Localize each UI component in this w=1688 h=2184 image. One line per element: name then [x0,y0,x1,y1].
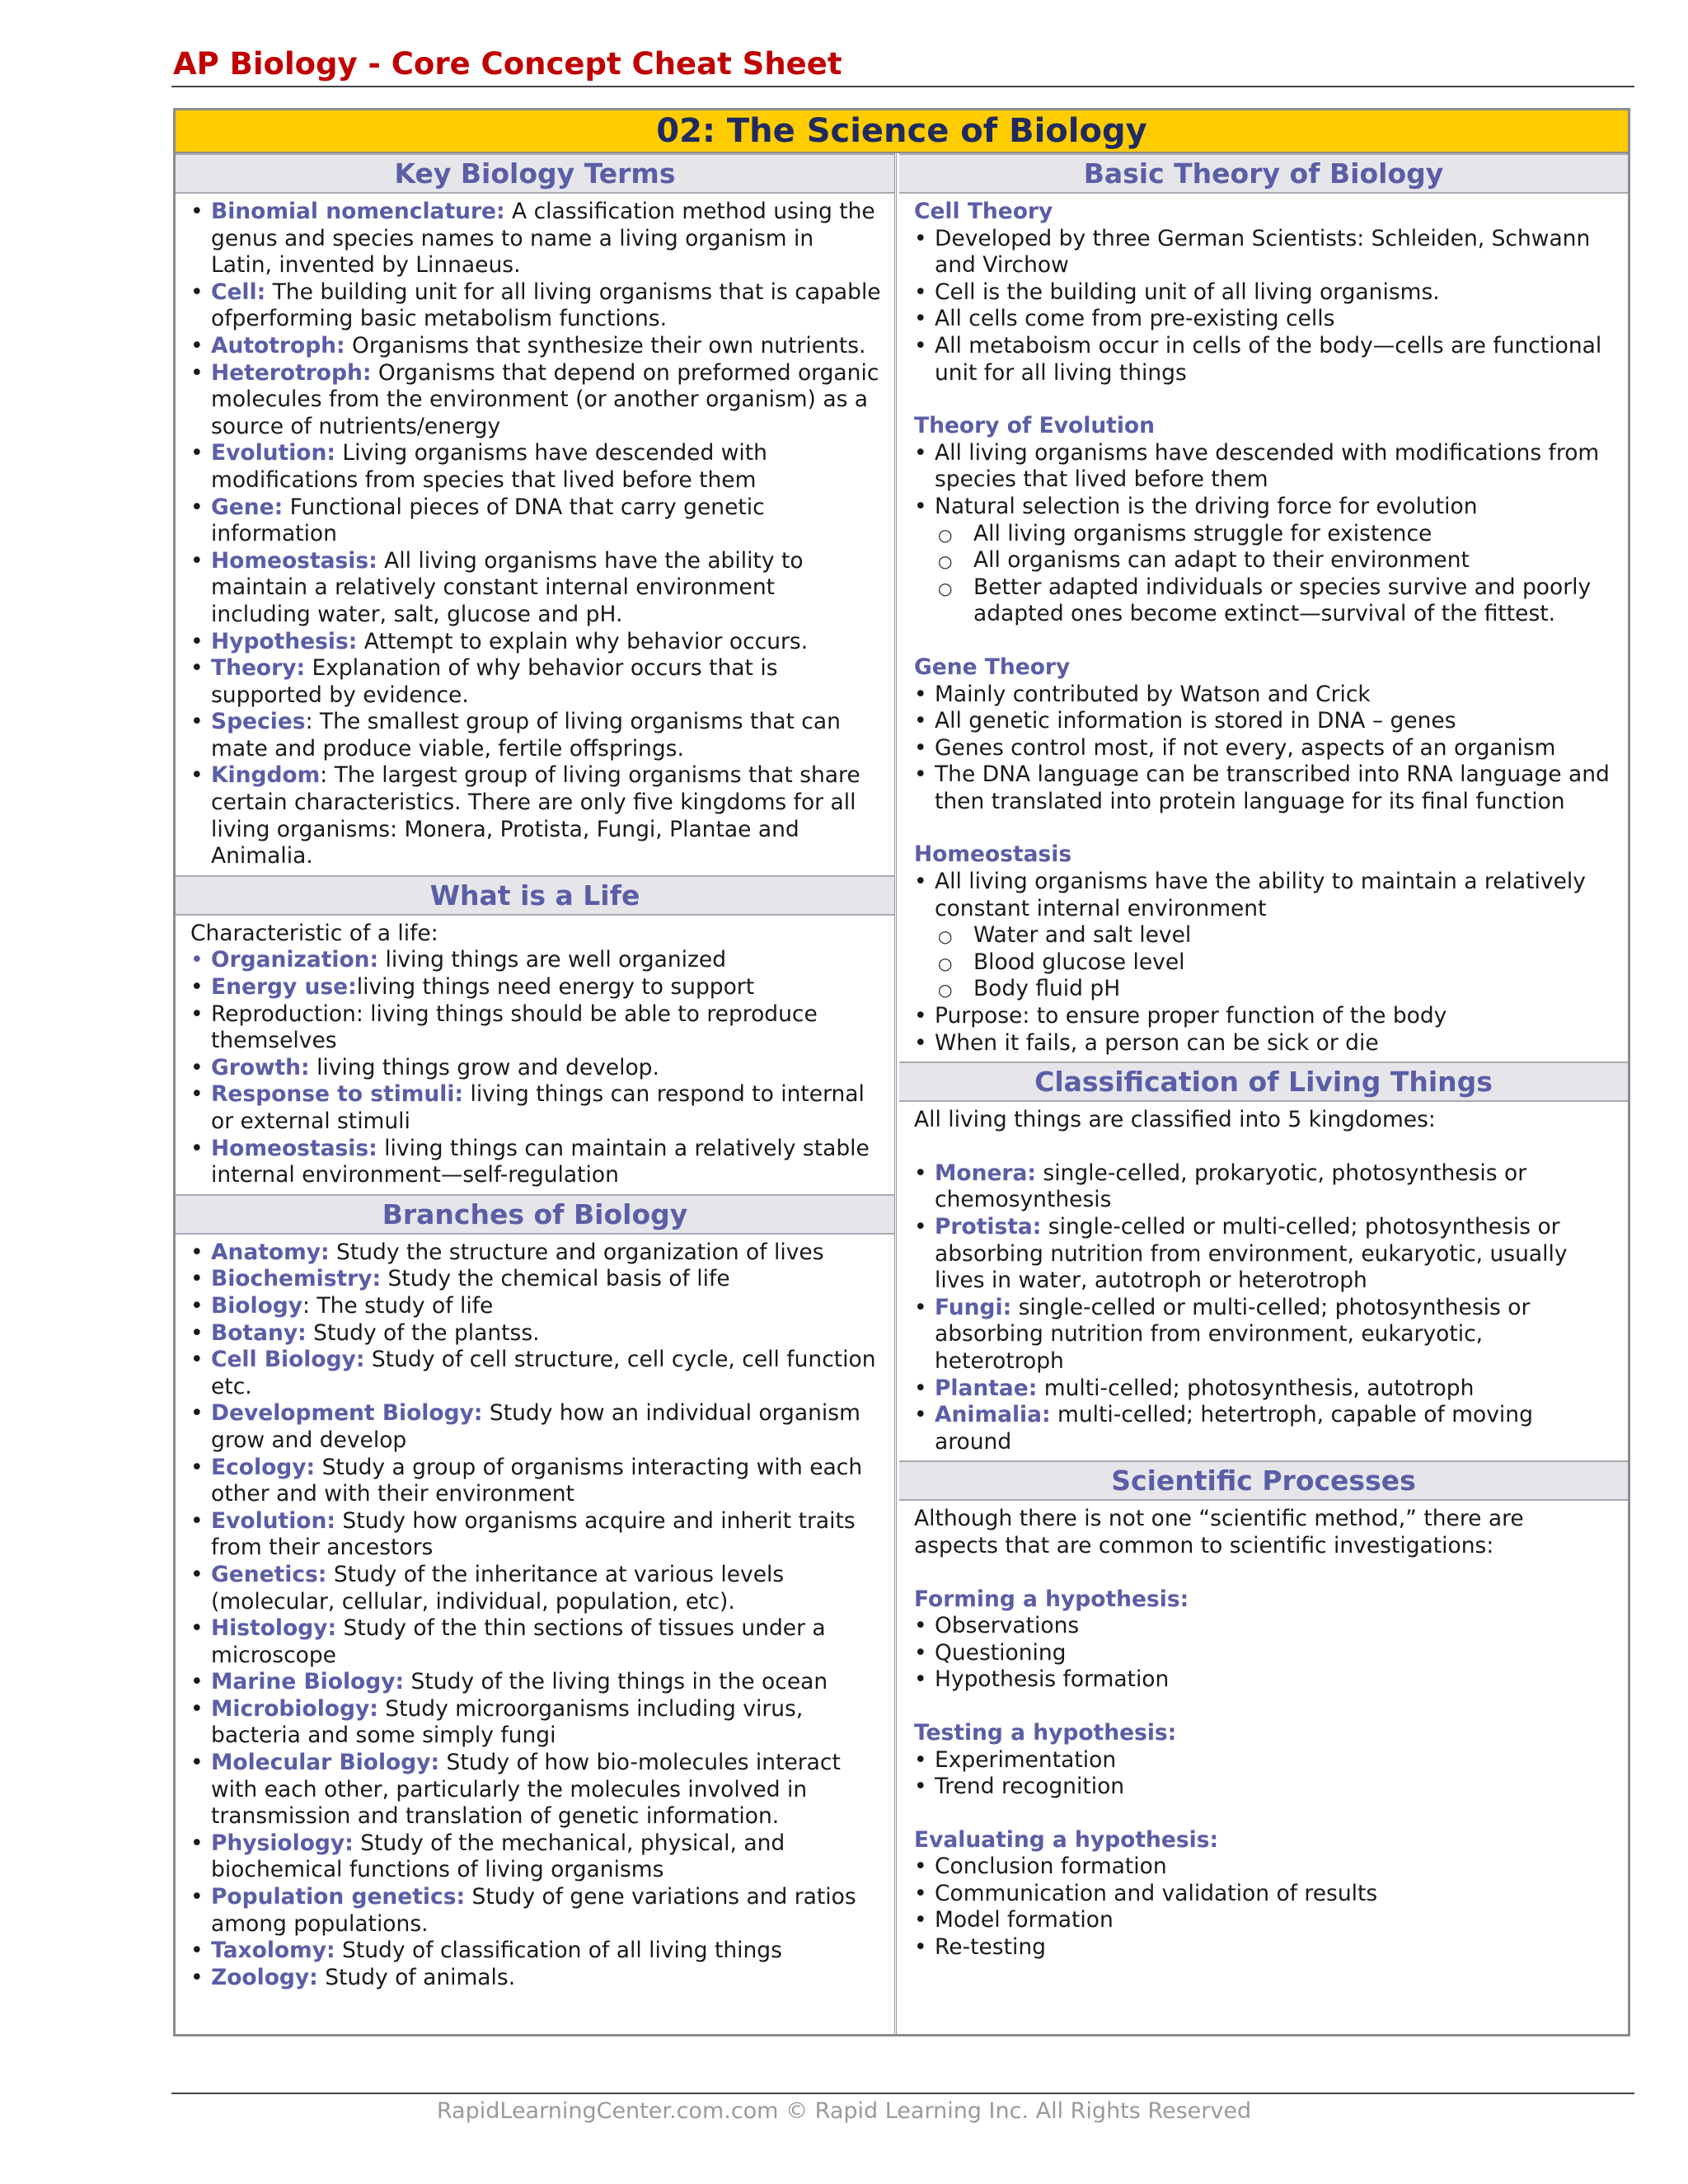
term-label: Theory: [211,655,306,682]
term-definition: Study of how bio-molecules interact with each other, particularly the molecules involved in transmission and translation of genetic information. [211,1750,841,1830]
term-definition: Study a group of organisms interacting with each other and with their environment [211,1454,863,1507]
list-item: • All genetic information is stored in DNA – genes [914,708,1615,735]
term-definition: : The smallest group of living organisms that can mate and produce viable, fertile offsprings. [211,709,841,762]
term-label: Physiology: [211,1830,354,1856]
term-definition: living things are well organized [378,947,727,973]
process-subheading: Forming a hypothesis: [914,1586,1189,1612]
term-label: Animalia: [935,1402,1051,1428]
life-intro: Characteristic of a life: [190,920,438,946]
list-item: • All living organisms have the ability to maintain a relatively constant internal environment [914,869,1615,922]
term-definition: Study microorganisms including virus, bacteria and some simply fungi [211,1695,804,1749]
term-definition: A classification method using the genus and species names to name a living organism in Latin, invented by Linnaeus. [211,199,875,279]
term-label: Energy use: [211,974,357,1001]
branches-list [190,1240,881,1992]
list-item: • Model formation [914,1907,1615,1934]
list-item [914,1214,1615,1295]
list-item: • Cell is the building unit of all living organisms. [914,279,1615,307]
chapter-banner: 02: The Science of Biology [176,110,1628,153]
list-item [190,440,881,494]
classification-body [899,1102,1628,1460]
term-definition: single-celled or multi-celled; photosynthesis or absorbing nutrition from environment, eukaryotic, heterotroph [935,1294,1531,1374]
process-list [914,1854,1615,1961]
term-definition: Study of animals. [317,1964,516,1990]
term-label: Plantae: [935,1375,1038,1401]
term-definition: Study of classification of all living things [335,1938,782,1964]
term-definition: Living organisms have descended with modifications from species that lived before them [211,440,767,493]
term-label: Homeostasis: [211,547,377,574]
footer-copyright: RapidLearningCenter.com.com © Rapid Learning Inc. All Rights Reserved [436,2098,1252,2124]
list-item: • Questioning [914,1640,1615,1667]
classification-list [914,1160,1615,1456]
term-definition: Explanation of why behavior occurs that is supported by evidence. [211,655,778,708]
list-item [190,1266,881,1293]
list-item [190,1562,881,1615]
term-label: Taxolomy: [211,1938,335,1964]
list-item: • The DNA language can be transcribed into RNA language and then translated into protein language for its final function [914,762,1615,815]
term-definition: Study of gene variations and ratios among populations. [211,1884,856,1937]
list-item: • All living organisms have descended with modifications from species that lived before them [914,440,1615,494]
process-subheading: Evaluating a hypothesis: [914,1826,1219,1853]
processes-intro: Although there is not one “scientific method,” there are aspects that are common to scientific investigations: [914,1506,1524,1558]
term-label: Species [211,709,306,735]
key-terms-body [176,194,894,875]
list-item: • Communication and validation of results [914,1881,1615,1908]
process-list [914,1613,1615,1694]
term-label: Biochemistry: [211,1266,382,1292]
term-label: Microbiology: [211,1695,378,1722]
term-definition: Reproduction: living things should be able to reproduce themselves [211,1001,818,1054]
sub-list [914,922,1615,1003]
list-item [190,1669,881,1696]
branches-body [176,1235,894,1997]
list-item: • Trend recognition [914,1774,1615,1801]
term-label: Protista: [935,1214,1042,1240]
sub-list-item: ○ Water and salt level [935,922,1615,949]
term-label: Monera: [935,1160,1036,1186]
list-item [914,1376,1615,1403]
list-item [190,762,881,869]
list-item: • Hypothesis formation [914,1666,1615,1694]
list-item [190,1001,881,1055]
term-label: Population genetics: [211,1884,466,1910]
list-item [190,709,881,762]
term-label: Heterotroph: [211,359,372,386]
sub-list-item: ○ Better adapted individuals or species survive and poorly adapted ones become extinct—survival of the fittest. [935,574,1615,628]
term-label: Autotroph: [211,332,345,359]
sub-list [914,521,1615,628]
list-item [190,947,881,974]
term-definition: Study how organisms acquire and inherit traits from their ancestors [211,1507,856,1561]
list-item [190,1508,881,1562]
list-item: • Developed by three German Scientists: Schleiden, Schwann and Virchow [914,226,1615,279]
term-label: Cell Biology: [211,1347,365,1373]
list-item [190,1055,881,1082]
term-definition: single-celled or multi-celled; photosynthesis or absorbing nutrition from environment, eukaryotic, usually lives in water, autotroph or heterotroph [935,1214,1568,1294]
sub-list-item: ○ Blood glucose level [935,949,1615,977]
list-item [190,655,881,709]
term-label: Histology: [211,1615,337,1642]
sub-list-item: ○ All living organisms struggle for existence [935,521,1615,548]
term-label: Cell: [211,279,266,305]
list-item [914,1295,1615,1376]
term-label: Homeostasis: [211,1135,377,1161]
list-item [190,1240,881,1267]
section-heading-theory: Basic Theory of Biology [899,153,1628,194]
term-definition: All living organisms have the ability to maintain a relatively constant internal environment including water, salt, glucose and pH. [211,547,804,627]
list-item: • Natural selection is the driving force for evolution [914,494,1615,521]
theory-subheading: Cell Theory [914,199,1053,224]
term-definition: Study the chemical basis of life [381,1266,730,1292]
list-item: • Conclusion formation [914,1854,1615,1881]
term-label: Organization: [211,947,379,973]
term-label: Hypothesis: [211,628,358,654]
term-label: Genetics: [211,1561,327,1587]
term-definition: Organisms that depend on preformed organic molecules from the environment (or another organism) as a source of nutrients/energy [211,359,879,439]
key-terms-list [190,199,881,870]
term-label: Gene: [211,494,284,520]
term-definition: living things grow and develop. [309,1054,659,1080]
processes-body [899,1501,1628,1966]
list-item [190,360,881,441]
list-item [190,279,881,333]
term-definition: living things need energy to support [356,974,755,1001]
sub-list-item: ○ All organisms can adapt to their environment [935,547,1615,574]
list-item [190,1347,881,1400]
list-item: • Genes control most, if not every, aspects of an organism [914,735,1615,762]
term-label: Ecology: [211,1454,316,1480]
term-definition: Study of the mechanical, physical, and biochemical functions of living organisms [211,1830,785,1883]
term-definition: Study of the thin sections of tissues under a microscope [211,1615,826,1668]
list-item [190,199,881,279]
theory-list [914,869,1615,1057]
term-definition: multi-celled; hetertroph, capable of moving around [935,1402,1533,1455]
list-item [190,494,881,548]
term-definition: Functional pieces of DNA that carry genetic information [211,494,765,547]
life-list [190,947,881,1188]
list-item [190,333,881,360]
section-heading-classification: Classification of Living Things [899,1062,1628,1102]
term-definition: single-celled, prokaryotic, photosynthesis or chemosynthesis [935,1160,1527,1213]
term-label: Marine Biology: [211,1669,405,1695]
footer-divider [171,2093,1634,2094]
section-heading-processes: Scientific Processes [899,1460,1628,1501]
term-label: Fungi: [935,1294,1012,1320]
theory-list [914,226,1615,387]
term-definition: multi-celled; photosynthesis, autotroph [1037,1375,1475,1401]
term-definition: Study of the living things in the ocean [404,1669,828,1695]
term-definition: Study how an individual organism grow and develop [211,1400,860,1453]
list-item [190,1884,881,1938]
section-heading-life: What is a Life [176,875,894,916]
term-definition: : The study of life [302,1292,494,1319]
term-label: Biology [211,1292,303,1319]
term-label: Development Biology: [211,1400,483,1427]
section-heading-key-terms: Key Biology Terms [176,153,894,194]
term-label: Evolution: [211,440,335,466]
list-item [190,1320,881,1347]
list-item: • All metaboism occur in cells of the body—cells are functional unit for all living things [914,333,1615,387]
list-item [914,1402,1615,1455]
theory-subheading: Theory of Evolution [914,413,1156,439]
term-definition: Study of cell structure, cell cycle, cell function etc. [211,1347,876,1399]
theory-subheading: Homeostasis [914,841,1072,868]
term-label: Kingdom [211,762,321,789]
term-label: Growth: [211,1054,310,1080]
term-definition: The building unit for all living organisms that is capable ofperforming basic metabolism functions. [211,279,881,332]
theory-list [914,440,1615,628]
term-definition: Study of the plantss. [306,1319,540,1346]
term-definition: : The largest group of living organisms that share certain characteristics. There are only five kingdoms for all living organisms: Monera, Protista, Fungi, Plantae and Animalia. [211,762,860,869]
list-item: • Purpose: to ensure proper function of the body [914,1003,1615,1030]
theory-list [914,682,1615,816]
term-label: Anatomy: [211,1239,330,1265]
term-label: Botany: [211,1319,307,1346]
cheat-sheet [173,108,1630,2036]
term-definition: living things can respond to internal or external stimuli [211,1081,865,1134]
right-column [899,153,1628,2034]
term-label: Molecular Biology: [211,1750,440,1776]
classification-intro: All living things are classified into 5 kingdomes: [914,1107,1436,1133]
list-item [190,1136,881,1189]
page-title: AP Biology - Core Concept Cheat Sheet [173,46,842,82]
term-label: Evolution: [211,1507,335,1534]
list-item [190,548,881,629]
list-item [190,1696,881,1750]
list-item [190,974,881,1001]
list-item [190,1615,881,1669]
sub-list-item: ○ Body fluid pH [935,976,1615,1003]
list-item [190,1081,881,1135]
life-body [176,916,894,1194]
left-column [176,153,897,2034]
list-item [190,1455,881,1508]
section-heading-branches: Branches of Biology [176,1194,894,1235]
term-label: Binomial nomenclature: [211,199,505,224]
theory-body [899,194,1628,1062]
list-item [914,1160,1615,1214]
list-item [190,1965,881,1992]
term-definition: Study the structure and organization of lives [329,1239,824,1265]
list-item: • Experimentation [914,1747,1615,1774]
term-label: Zoology: [211,1964,318,1990]
process-list [914,1747,1615,1801]
term-definition: living things can maintain a relatively stable internal environment—self-regulation [211,1135,870,1188]
list-item: • When it fails, a person can be sick or die [914,1030,1615,1057]
term-definition: Study of the inheritance at various levels (molecular, cellular, individual, population, etc). [211,1561,785,1615]
list-item [190,1830,881,1884]
list-item [190,1938,881,1965]
theory-subheading: Gene Theory [914,654,1071,680]
list-item: • Re-testing [914,1934,1615,1961]
process-subheading: Testing a hypothesis: [914,1719,1177,1746]
list-item [190,1293,881,1320]
list-item [190,1750,881,1830]
list-item: • Mainly contributed by Watson and Crick [914,682,1615,709]
list-item: • All cells come from pre-existing cells [914,306,1615,333]
list-item: • Observations [914,1613,1615,1640]
list-item [190,629,881,656]
top-divider [171,86,1634,87]
term-definition: Organisms that synthesize their own nutrients. [345,332,866,359]
term-definition: Attempt to explain why behavior occurs. [357,628,809,654]
term-label: Response to stimuli: [211,1081,464,1108]
list-item [190,1400,881,1454]
